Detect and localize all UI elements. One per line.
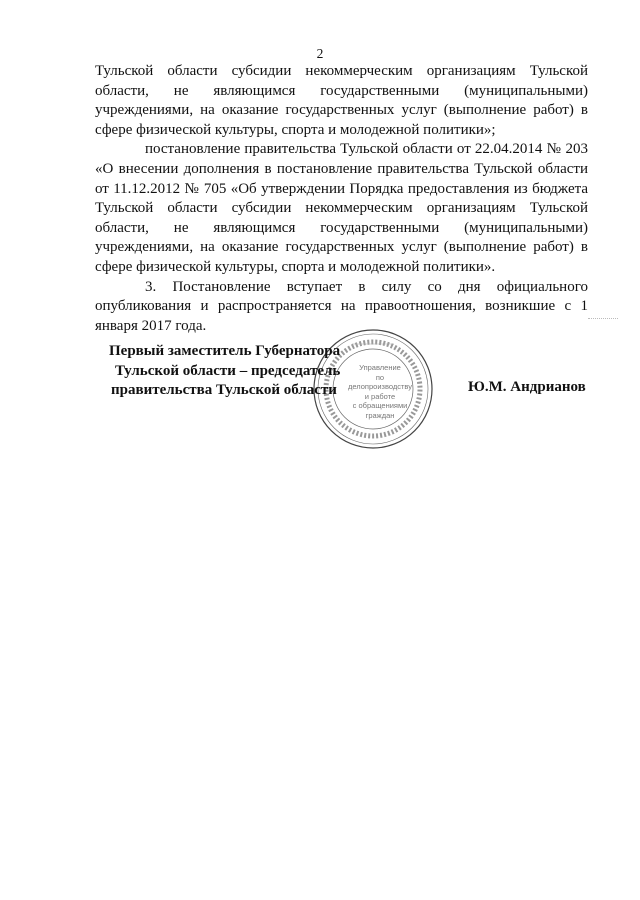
paragraph-effective-date: 3. Постановление вступает в силу со дня официального опубликования и распространяется на правоотношения, возникшие с 1 января 2017 года.: [95, 278, 588, 334]
signatory-title-line1: Первый заместитель Губернатора: [109, 343, 341, 359]
signatory-title-line2: Тульской области – председатель: [115, 362, 341, 379]
page-number: 2: [316, 46, 324, 61]
paragraph-continuation: Тульской области субсидии некоммерческим организациям Тульской области, не являющимся государственными (муниципальными) учреждениями, на оказание государственных услуг (выполнение работ) в сфере физической культуры, спорта и молодежной политики»;: [95, 63, 588, 138]
signatory-name: Ю.М. Андрианов: [468, 379, 586, 395]
stamp-text: Управление по делопроизводству и работе с обращениями граждан: [348, 363, 412, 420]
signatory-title: [109, 342, 340, 401]
paragraph-resolution-203: постановление правительства Тульской области от 22.04.2014 № 203 «О внесении дополнения в постановление правительства Тульской области от 11.12.2012 № 705 «Об утверждении Порядка предоставления из бюджета Тульской области субсидии некоммерческим организациям Тульской области, не являющимся государственными (муниципальными) учреждениями, на оказание государственных услуг (выполнение работ) в сфере физической культуры, спорта и молодежной политики».: [95, 141, 588, 275]
signatory-title-line3: правительства Тульской области: [111, 382, 337, 398]
document-body: [95, 62, 588, 336]
scan-mark: [588, 318, 618, 319]
